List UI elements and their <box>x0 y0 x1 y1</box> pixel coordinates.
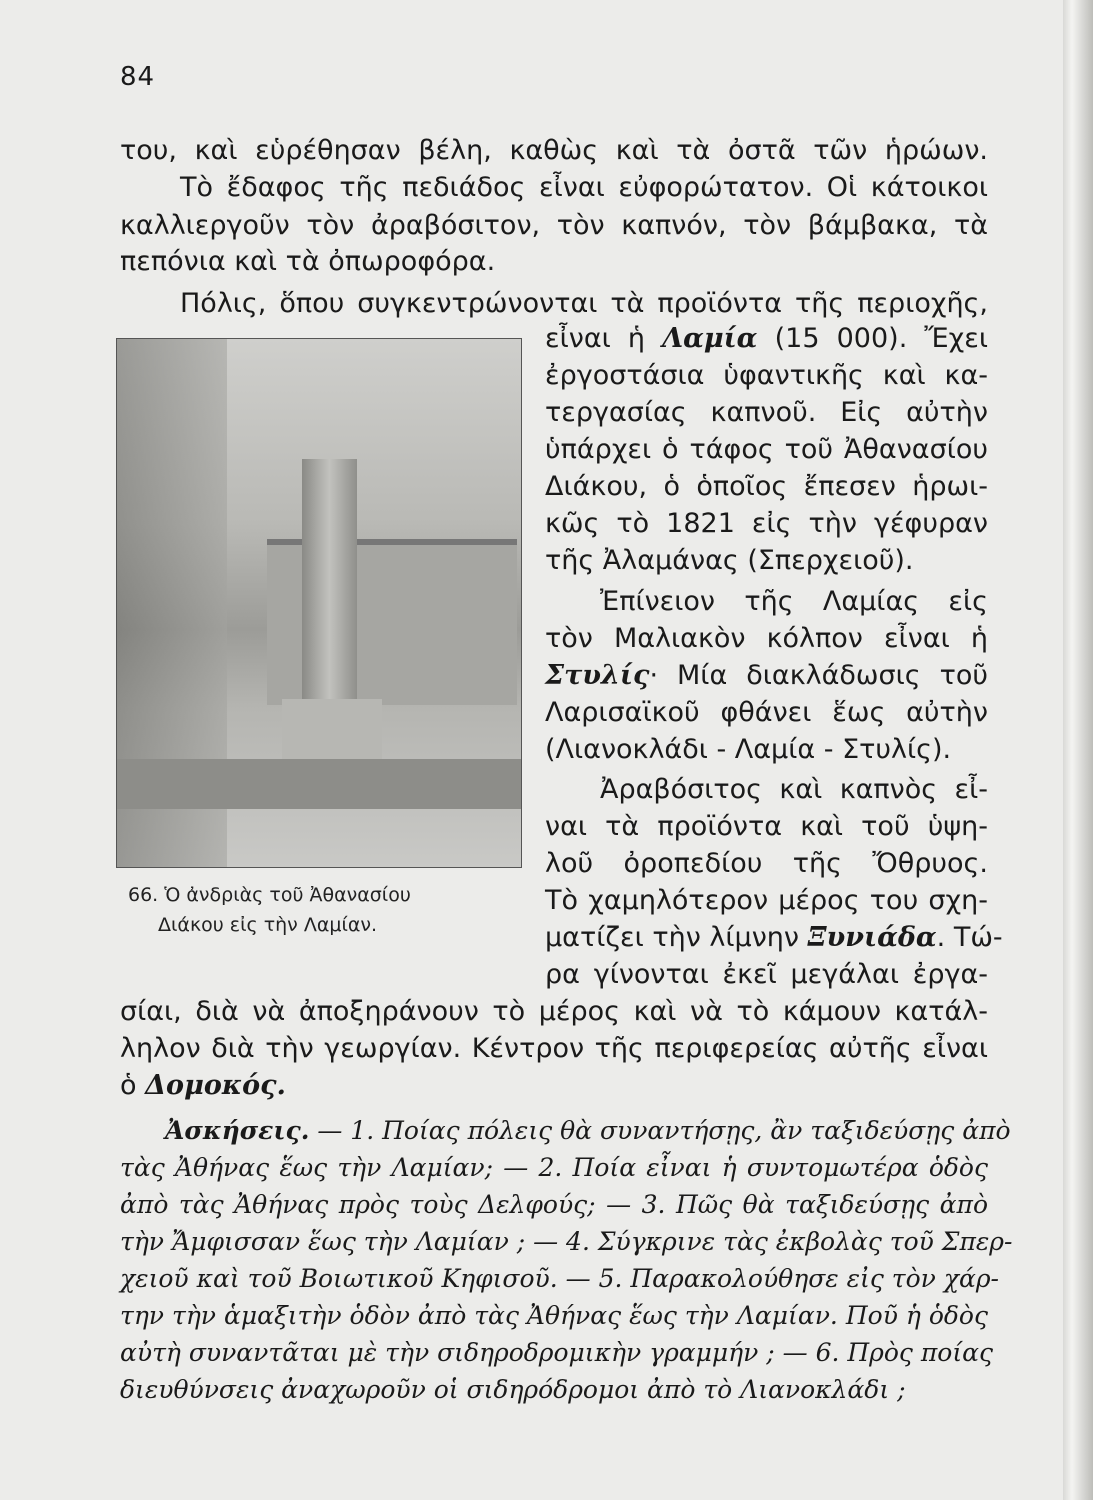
text-line: ρα γίνονται ἐκεῖ μεγάλαι ἐργα- <box>545 959 988 990</box>
domokos-bold: Δομοκός. <box>145 1070 286 1101</box>
text-line: σίαι, διὰ νὰ ἀποξηράνουν τὸ μέρος καὶ νὰ τὸ κάμουν κατάλ- <box>120 996 988 1027</box>
photo-caption-1: 66. Ὁ ἀνδριὰς τοῦ Ἀθανασίου <box>128 884 411 906</box>
text-line: ληλον διὰ τὴν γεωργίαν. Κέντρον τῆς περιφερείας αὐτῆς εἶναι <box>120 1033 988 1064</box>
text-line-stylis: Στυλίς· Μία διακλάδωσις τοῦ <box>545 660 988 691</box>
exercise-line: διευθύνσεις ἀναχωροῦν οἱ σιδηρόδρομοι ἀπὸ τὸ Λιανοκλάδι ; <box>120 1375 906 1404</box>
photo-caption-2: Διάκου εἰς τὴν Λαμίαν. <box>158 914 378 936</box>
exercise-line: την τὴν ἁμαξιτὴν ὁδὸν ἀπὸ τὰς Ἀθήνας ἕως τὴν Λαμίαν. Ποῦ ἡ ὁδὸς <box>120 1301 988 1330</box>
stylis-bold: Στυλίς <box>545 660 650 691</box>
text-line: τεργασίας καπνοῦ. Εἰς αὐτὴν <box>545 397 988 428</box>
text-line: Τὸ ἔδαφος τῆς πεδιάδος εἶναι εὐφορώτατον. Οἱ κάτοικοι <box>180 172 988 203</box>
monument-photo <box>116 338 522 868</box>
xyniada-bold: Ξυνιάδα <box>807 922 937 953</box>
text-line: Πόλις, ὅπου συγκεντρώνονται τὰ προϊόντα τῆς περιοχῆς, <box>180 288 988 319</box>
text-line: κῶς τὸ 1821 εἰς τὴν γέφυραν <box>545 508 988 539</box>
text-line: ναι τὰ προϊόντα καὶ τοῦ ὑψη- <box>545 811 988 842</box>
exercise-line: χειοῦ καὶ τοῦ Βοιωτικοῦ Κηφισοῦ. — 5. Παρακολούθησε εἰς τὸν χάρ- <box>120 1264 999 1293</box>
text-line: ἐργοστάσια ὑφαντικῆς καὶ κα- <box>545 360 988 391</box>
text-line: (Λιανοκλάδι - Λαμία - Στυλίς). <box>545 734 952 765</box>
exercise-line: τὴν Ἄμφισσαν ἕως τὴν Λαμίαν ; — 4. Σύγκρινε τὰς ἐκβολὰς τοῦ Σπερ- <box>120 1227 1013 1256</box>
exercise-line: τὰς Ἀθήνας ἕως τὴν Λαμίαν; — 2. Ποία εἶναι ἡ συντομωτέρα ὁδὸς <box>120 1153 988 1182</box>
page-number: 84 <box>120 62 156 92</box>
exercise-line: ἀπὸ τὰς Ἀθήνας πρὸς τοὺς Δελφούς; — 3. Πῶς θὰ ταξιδεύσῃς ἀπὸ <box>120 1190 988 1219</box>
text-line: πεπόνια καὶ τὰ ὀπωροφόρα. <box>120 246 496 277</box>
text-line: λοῦ ὀροπεδίου τῆς Ὄθρυος. <box>545 848 988 879</box>
text-line-lamia: εἶναι ἡ Λαμία (15 000). Ἔχει <box>545 323 988 354</box>
text-line: του, καὶ εὑρέθησαν βέλη, καθὼς καὶ τὰ ὀστᾶ τῶν ἡρώων. <box>120 135 988 166</box>
text-line: Τὸ χαμηλότερον μέρος του σχη- <box>545 885 988 916</box>
text-line: τῆς Ἀλαμάνας (Σπερχειοῦ). <box>545 545 914 576</box>
lamia-bold: Λαμία <box>662 323 758 354</box>
exercise-line: αὐτὴ συναντᾶται μὲ τὴν σιδηροδρομικὴν γραμμήν ; — 6. Πρὸς ποίας <box>120 1338 994 1367</box>
text-line: καλλιεργοῦν τὸν ἀραβόσιτον, τὸν καπνόν, τὸν βάμβακα, τὰ <box>120 210 988 241</box>
text-line-xyniada: ματίζει τὴν λίμνην Ξυνιάδα. Τώ- <box>545 922 1003 953</box>
text-line: ὑπάρχει ὁ τάφος τοῦ Ἀθανασίου <box>545 434 988 465</box>
text-line: Ἀραβόσιτος καὶ καπνὸς εἶ- <box>600 774 988 805</box>
text-line-domokos: ὁ Δομοκός. <box>120 1070 286 1101</box>
text-line: Διάκου, ὁ ὁποῖος ἔπεσεν ἡρωι- <box>545 471 988 502</box>
exercises-line: Ἀσκήσεις. — 1. Ποίας πόλεις θὰ συναντήσῃς, ἂν ταξιδεύσῃς ἀπὸ <box>165 1116 1011 1145</box>
text-line: Λαρισαϊκοῦ φθάνει ἕως αὐτὴν <box>545 697 988 728</box>
exercises-label: Ἀσκήσεις. <box>165 1116 310 1145</box>
text-line: τὸν Μαλιακὸν κόλπον εἶναι ἡ <box>545 623 988 654</box>
page-edge <box>1063 0 1093 1500</box>
text-line: Ἐπίνειον τῆς Λαμίας εἰς <box>600 586 988 617</box>
